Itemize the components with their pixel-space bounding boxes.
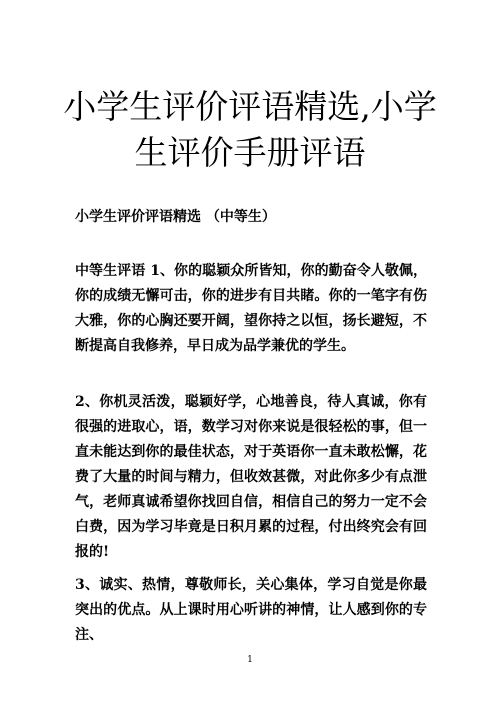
page-number: 1 xyxy=(247,655,253,665)
page-title: 小学生评价评语精选,小学生评价手册评语 xyxy=(63,87,437,172)
section-subtitle: 小学生评价评语精选 （中等生） xyxy=(75,209,276,225)
paragraph-3: 3、诚实、热情，尊敬师长，关心集体，学习自觉是你最突出的优点。从上课时用心听讲的神情，让人感到你的专注、 xyxy=(75,577,427,643)
paragraph-2: 2、你机灵活泼，聪颖好学，心地善良，待人真诚，你有很强的进取心，语，数学习对你来说是很轻松的事，但一直未能达到你的最佳状态，对于英语你一直未敢松懈，花费了大量的时间与精力，但收效甚微，对此你多少有点泄气，老师真诚希望你找回自信，相信自己的努力一定不会白费，因为学习毕竟是日积月累的过程，付出终究会有回报的! xyxy=(75,394,427,560)
paragraph-1: 中等生评语 1、你的聪颖众所皆知，你的勤奋令人敬佩，你的成绩无懈可击，你的进步有目共睹。你的一笔字有伤大雅，你的心胸还要开阔，望你持之以恒，扬长避短，不断提高自我修养，早日成为品学兼优的学生。 xyxy=(75,263,427,354)
